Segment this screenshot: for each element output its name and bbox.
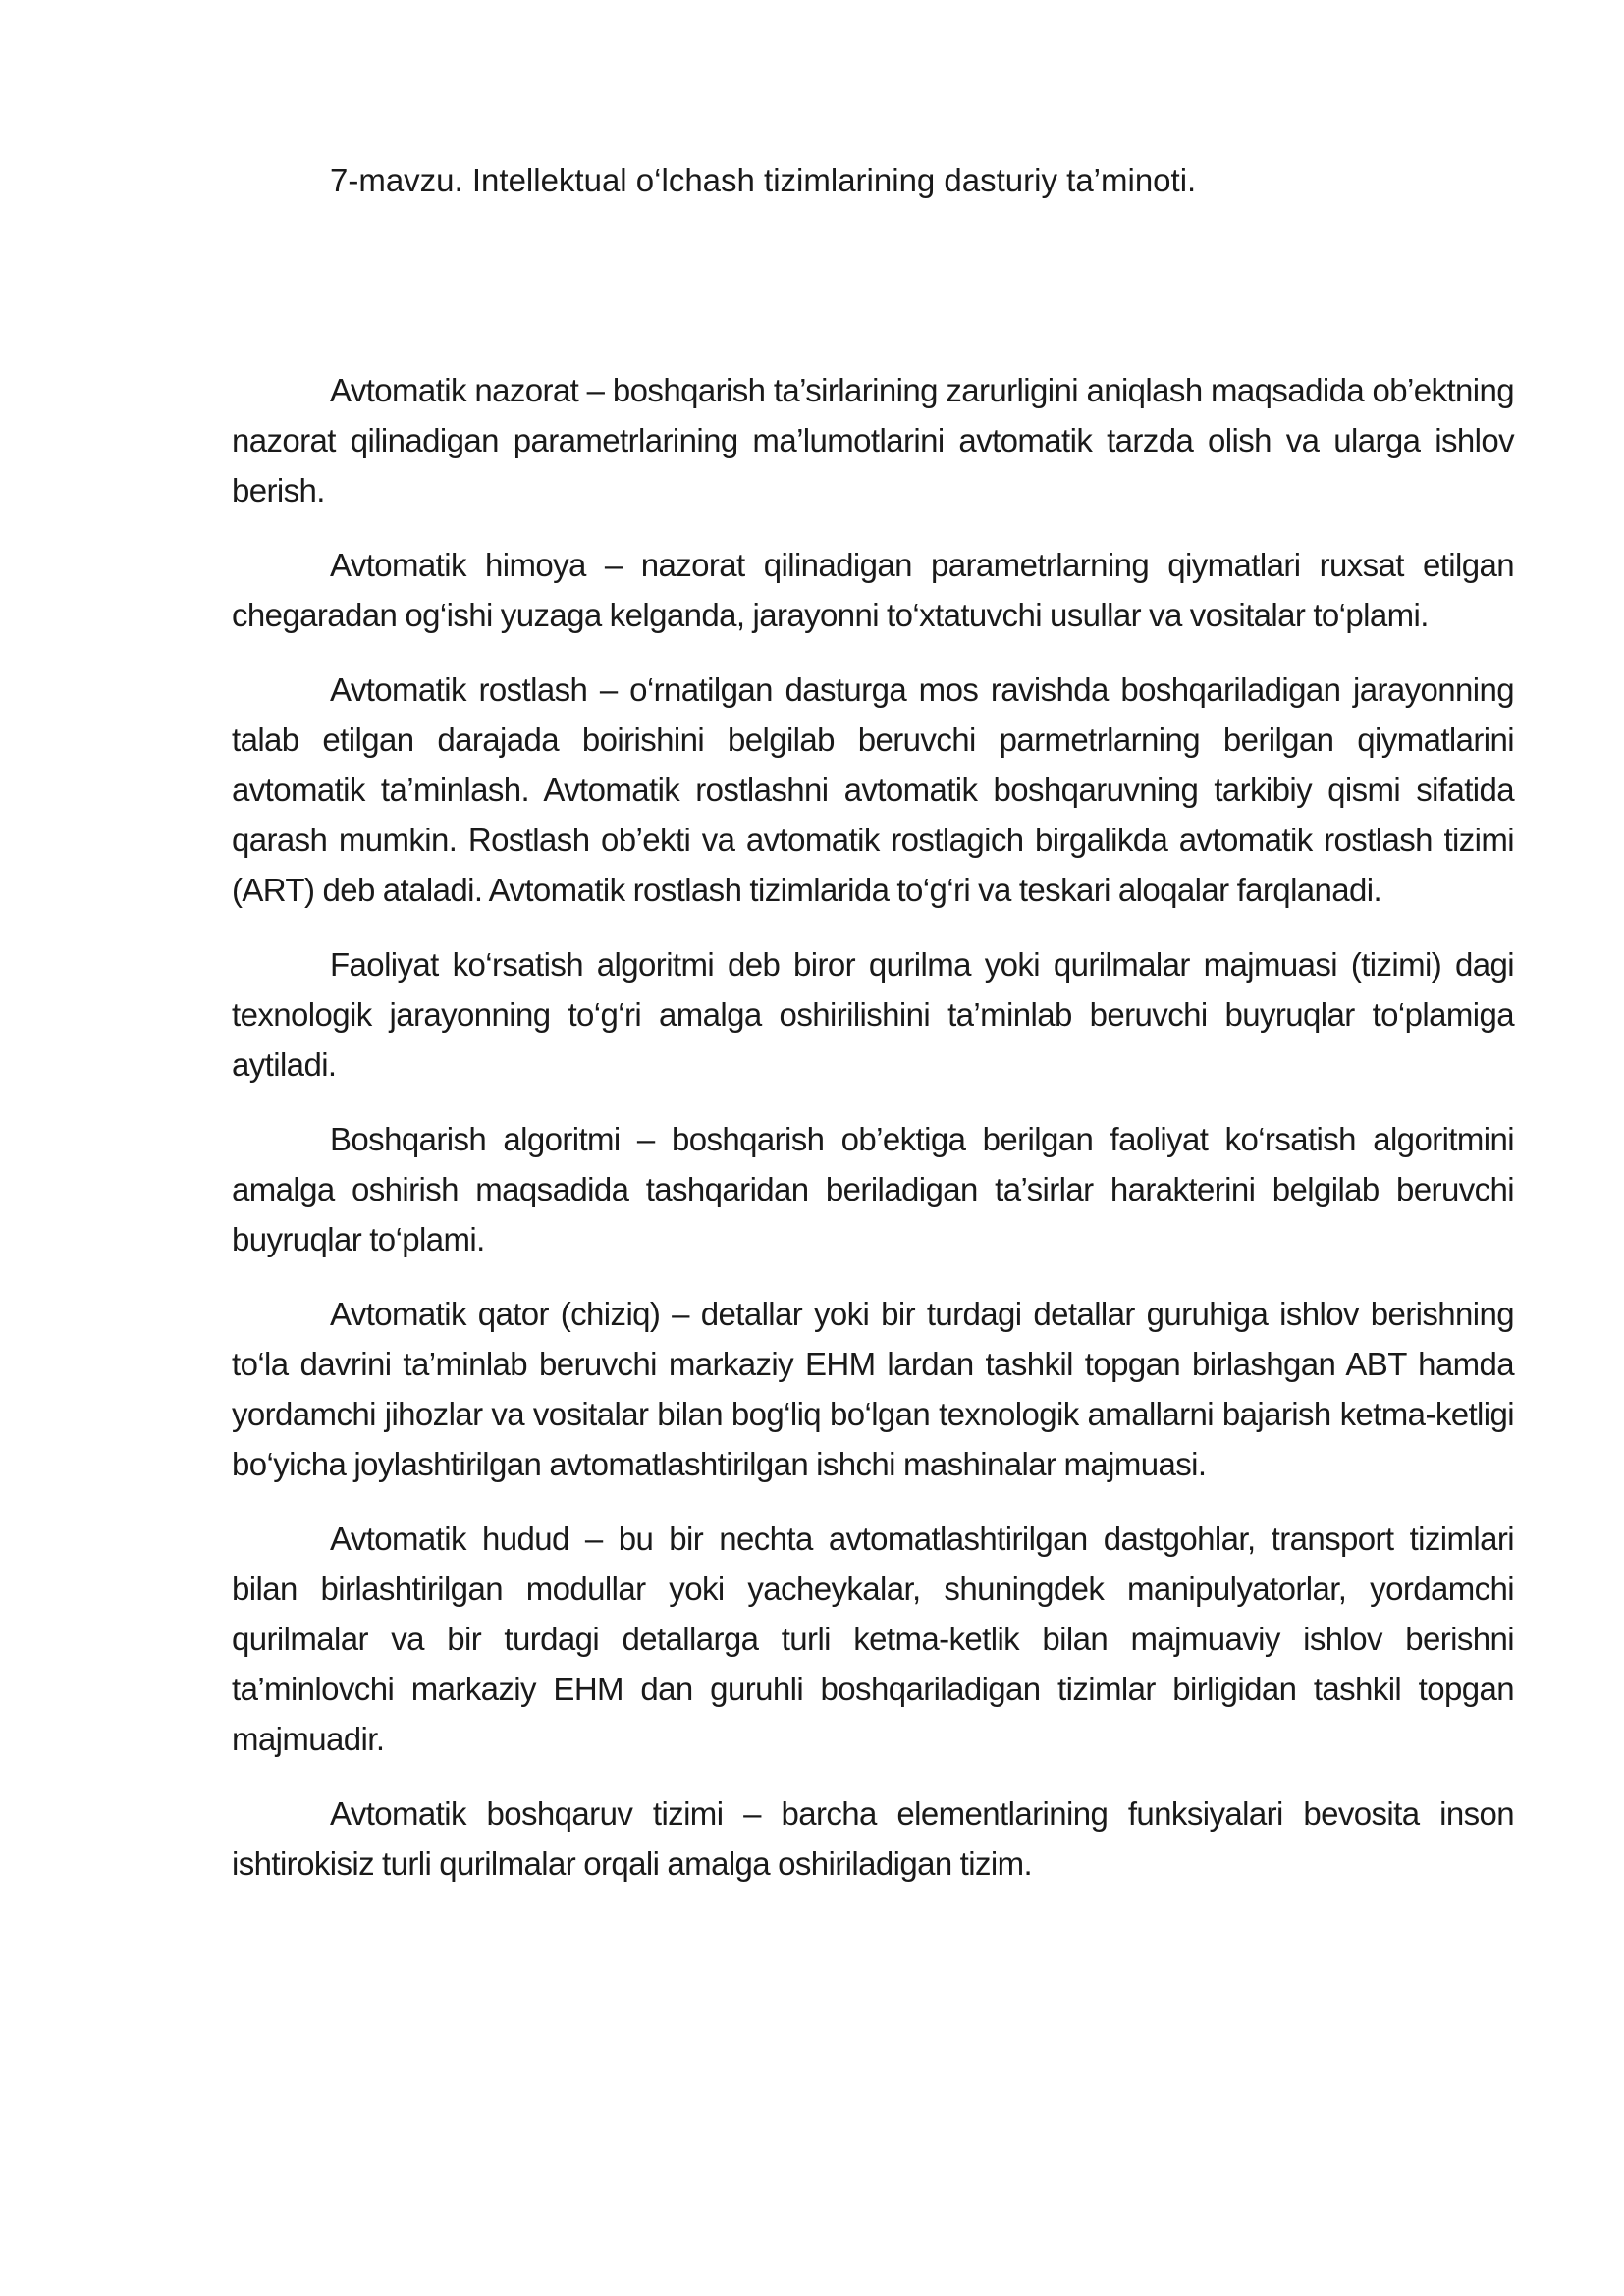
paragraph-boshqarish-algoritmi: Boshqarish algoritmi – boshqarish ob’ektiga berilgan faoliyat ko‘rsatish algoritmini amalga oshirish maqsadida tashqaridan beriladigan ta’sirlar harakterini belgilab beruvchi buyruqlar to‘plami.	[232, 1121, 1514, 1257]
paragraph-avtomatik-nazorat: Avtomatik nazorat – boshqarish ta’sirlarining zarurligini aniqlash maqsadida ob’ektning nazorat qilinadigan parametrlarining ma’lumotlarini avtomatik tarzda olish va ularga ishlov berish.	[232, 372, 1514, 508]
paragraph-avtomatik-boshqaruv: Avtomatik boshqaruv tizimi – barcha elementlarining funksiyalari bevosita inson ishtirokisiz turli qurilmalar orqali amalga oshiriladigan tizim.	[232, 1795, 1514, 1882]
paragraph-faoliyat-algoritmi: Faoliyat ko‘rsatish algoritmi deb biror qurilma yoki qurilmalar majmuasi (tizimi) dagi texnologik jarayonning to‘g‘ri amalga oshirilishini ta’minlab beruvchi buyruqlar to‘plamiga aytiladi.	[232, 946, 1514, 1083]
paragraph-avtomatik-rostlash: Avtomatik rostlash – o‘rnatilgan dasturga mos ravishda boshqariladigan jarayonning talab etilgan darajada boirishini belgilab beruvchi parmetrlarning berilgan qiymatlarini avtomatik ta’minlash. Avtomatik rostlashni avtomatik boshqaruvning tarkibiy qismi sifatida qarash mumkin. Rostlash ob’ekti va avtomatik rostlagich birgalikda avtomatik rostlash tizimi (ART) deb ataladi. Avtomatik rostlash tizimlarida to‘g‘ri va teskari aloqalar farqlanadi.	[232, 671, 1514, 908]
paragraph-avtomatik-himoya: Avtomatik himoya – nazorat qilinadigan parametrlarning qiymatlari ruxsat etilgan chegaradan og‘ishi yuzaga kelganda, jarayonni to‘xtatuvchi usullar va vositalar to‘plami.	[232, 547, 1514, 633]
document-body	[232, 365, 1514, 1913]
paragraph-avtomatik-hudud: Avtomatik hudud – bu bir nechta avtomatlashtirilgan dastgohlar, transport tizimlari bilan birlashtirilgan modullar yoki yacheykalar, shuningdek manipulyatorlar, yordamchi qurilmalar va bir turdagi detallarga turli ketma-ketlik bilan majmuaviy ishlov berishni ta’minlovchi markaziy EHM dan guruhli boshqariladigan tizimlar birligidan tashkil topgan majmuadir.	[232, 1521, 1514, 1757]
paragraph-avtomatik-qator: Avtomatik qator (chiziq) – detallar yoki bir turdagi detallar guruhiga ishlov berishning to‘la davrini ta’minlab beruvchi markaziy EHM lardan tashkil topgan birlashgan ABT hamda yordamchi jihozlar va vositalar bilan bog‘liq bo‘lgan texnologik amallarni bajarish ketma-ketligi bo‘yicha joylashtirilgan avtomatlashtirilgan ishchi mashinalar majmuasi.	[232, 1296, 1514, 1482]
page-title: 7-mavzu. Intellektual o‘lchash tizimlarining dasturiy ta’minoti.	[330, 162, 1197, 198]
